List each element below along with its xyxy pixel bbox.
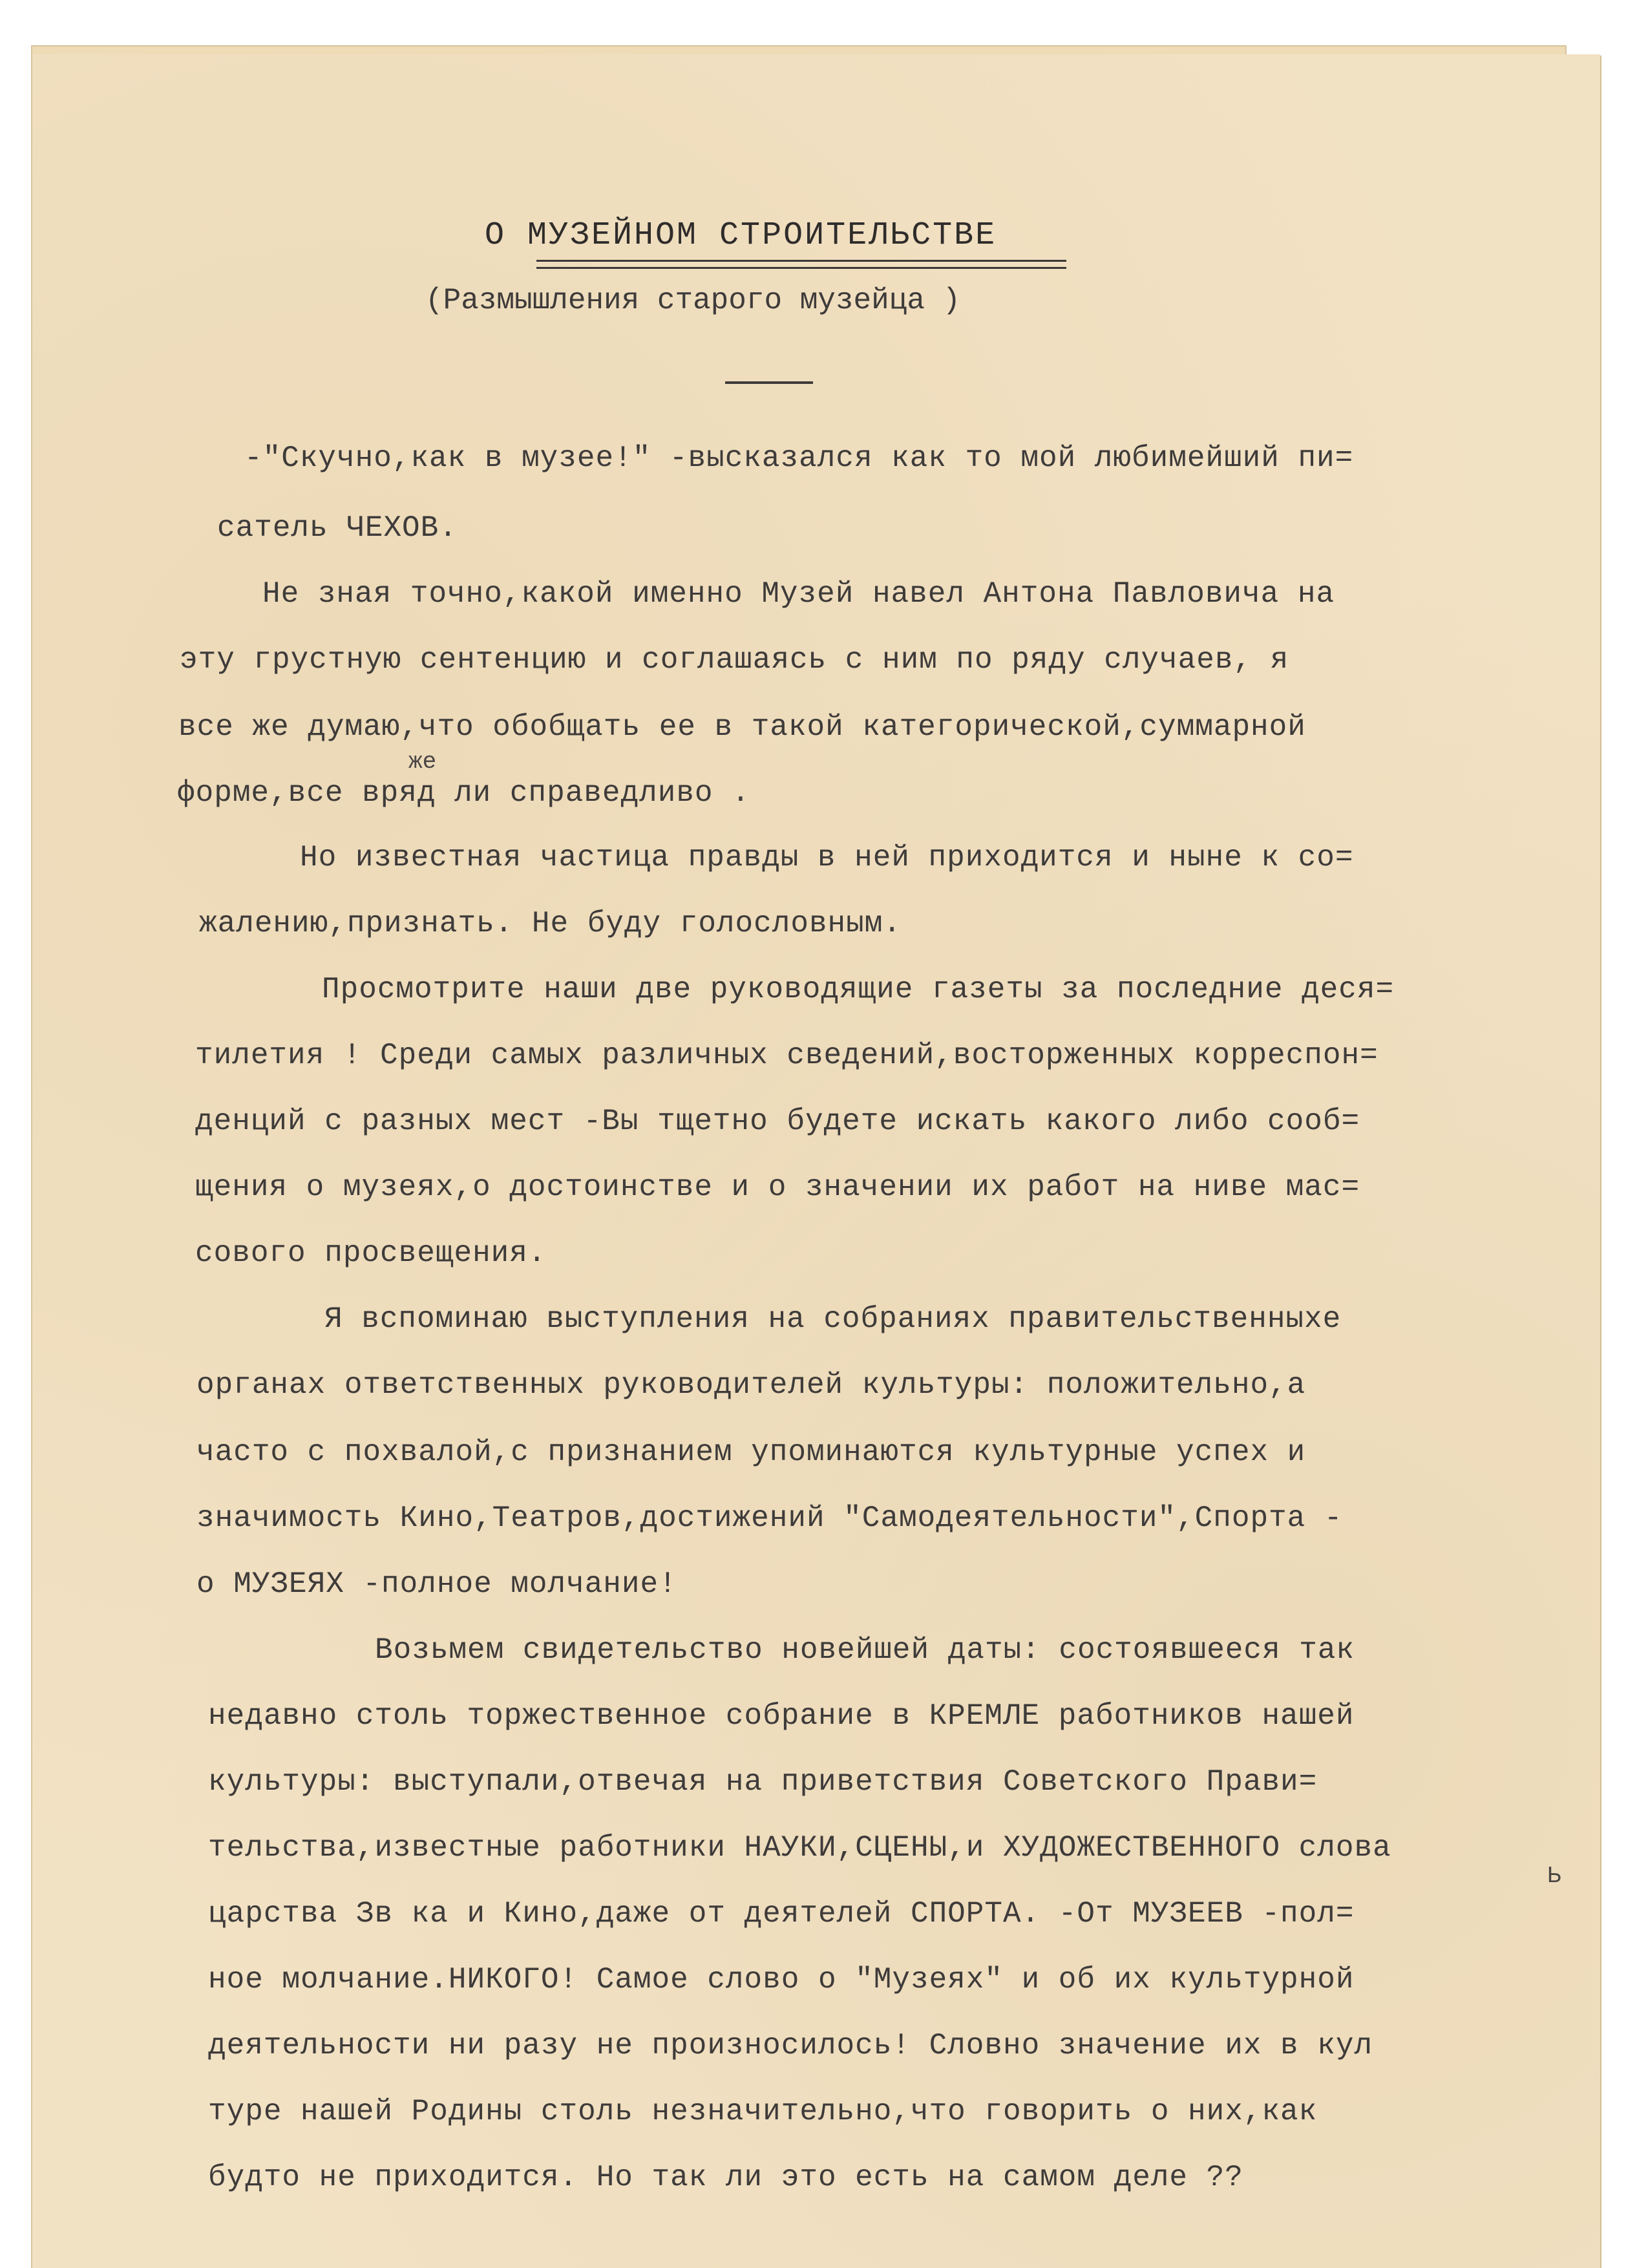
typed-page [32, 54, 1600, 2268]
text-line-23: царства Зв ка и Кино,даже от деятелей СПОРТА. -От МУЗЕЕВ -пол= [208, 1897, 1355, 1931]
text-line-5: все же думаю,что обобщать ее в такой категорической,суммарной [178, 710, 1306, 744]
text-line-27: будто не приходится. Но так ли это есть на самом деле ?? [208, 2161, 1243, 2194]
text-line-10: тилетия ! Среди самых различных сведений,восторженных корреспон= [195, 1039, 1379, 1072]
text-line-16: часто с похвалой,с признанием упоминаются культурные успех и [196, 1436, 1306, 1469]
text-line-26: туре нашей Родины столь незначительно,что говорить о них,как [208, 2095, 1318, 2128]
text-line-4: эту грустную сентенцию и соглашаясь с ним по ряду случаев, я [180, 643, 1289, 677]
inserted-word: же [408, 748, 437, 775]
text-line-7: Но известная частица правды в ней приходится и ныне к со= [300, 841, 1354, 874]
text-line-12: щения о музеях,о достоинстве и о значении их работ на ниве мас= [195, 1171, 1360, 1204]
document-title: О МУЗЕЙНОМ СТРОИТЕЛЬСТВЕ [485, 217, 997, 254]
text-line-25: деятельности ни разу не произносилось! Словно значение их в кул [208, 2029, 1373, 2062]
text-line-24: ное молчание.НИКОГО! Самое слово о "Музеях" и об их культурной [208, 1963, 1355, 1997]
section-dash [725, 381, 813, 384]
text-line-22: тельства,известные работники НАУКИ,СЦЕНЫ,и ХУДОЖЕСТВЕННОГО слова [208, 1831, 1391, 1865]
text-line-3: Не зная точно,какой именно Музей навел Антона Павловича на [262, 577, 1335, 611]
inserted-letter: Ь [1547, 1863, 1561, 1889]
text-line-17: значимость Кино,Театров,достижений "Самодеятельности",Спорта - [196, 1501, 1343, 1535]
text-line-21: культуры: выступали,отвечая на приветствия Советского Прави= [208, 1765, 1318, 1799]
text-line-18: о МУЗЕЯХ -полное молчание! [196, 1567, 677, 1601]
text-line-19: Возьмем свидетельство новейшей даты: состоявшееся так [375, 1633, 1355, 1667]
text-line-13: сового просвещения. [195, 1236, 547, 1270]
text-line-1: -"Скучно,как в музее!" -высказался как то мой любимейший пи= [244, 441, 1354, 475]
document-subtitle: (Размышления старого музейца ) [425, 284, 961, 317]
text-line-9: Просмотрите наши две руководящие газеты за последние деся= [322, 973, 1395, 1006]
text-line-14: Я вспоминаю выступления на собраниях правительственныхе [324, 1302, 1342, 1336]
text-line-2: сатель ЧЕХОВ. [217, 511, 458, 545]
text-line-20: недавно столь торжественное собрание в КРЕМЛЕ работников нашей [208, 1699, 1355, 1733]
text-line-8: жалению,признать. Не буду голословным. [199, 907, 902, 940]
text-line-11: денций с разных мест -Вы тщетно будете искать какого либо сооб= [195, 1105, 1360, 1138]
text-line-15: органах ответственных руководителей культуры: положительно,а [196, 1368, 1306, 1402]
text-line-6: форме,все вряд ли справедливо . [177, 776, 750, 810]
title-underline [536, 260, 1066, 269]
